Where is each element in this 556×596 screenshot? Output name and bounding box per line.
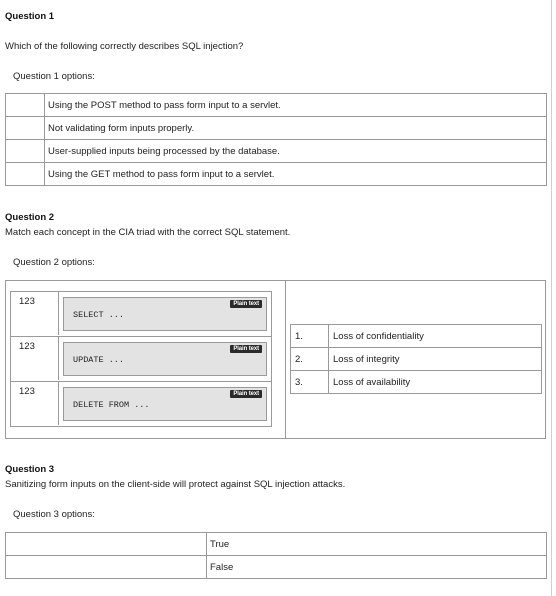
option-selector[interactable] xyxy=(6,94,45,117)
matching-container xyxy=(5,280,546,439)
statement-cell xyxy=(58,291,270,335)
question-1-title: Question 1 xyxy=(5,11,55,22)
question-1-options-label: Question 1 options: xyxy=(13,71,95,82)
sql-statement: DELETE FROM ... xyxy=(73,400,150,410)
concept-row xyxy=(291,325,542,348)
option-selector[interactable] xyxy=(6,533,207,556)
concept-label: Loss of confidentiality xyxy=(329,325,542,348)
concept-number: 2. xyxy=(291,348,329,371)
plain-text-badge: Plain text xyxy=(230,345,262,353)
question-3-title: Question 3 xyxy=(5,464,55,475)
option-selector[interactable] xyxy=(6,117,45,140)
sql-statement: SELECT ... xyxy=(73,310,125,320)
question-3-options-label: Question 3 options: xyxy=(13,509,95,520)
code-block xyxy=(63,297,267,331)
option-text: Not validating form inputs properly. xyxy=(45,117,547,140)
column-divider xyxy=(285,280,286,439)
statement-row xyxy=(10,336,272,382)
question-2-options-label: Question 2 options: xyxy=(13,257,95,268)
question-3-text: Sanitizing form inputs on the client-side will protect against SQL injection attacks. xyxy=(5,479,346,490)
question-1-text: Which of the following correctly describes SQL injection? xyxy=(5,41,244,52)
concept-row xyxy=(291,371,542,394)
plain-text-badge: Plain text xyxy=(230,300,262,308)
concept-label: Loss of availability xyxy=(329,371,542,394)
code-block xyxy=(63,342,267,376)
option-row[interactable] xyxy=(6,140,547,163)
statement-cell xyxy=(58,336,270,380)
option-row[interactable] xyxy=(6,163,547,186)
option-row[interactable] xyxy=(6,94,547,117)
concept-number: 1. xyxy=(291,325,329,348)
match-value: 123 xyxy=(19,341,35,352)
concept-row xyxy=(291,348,542,371)
concepts-table xyxy=(290,324,542,394)
option-text: User-supplied inputs being processed by the database. xyxy=(45,140,547,163)
code-block xyxy=(63,387,267,421)
question-2-title: Question 2 xyxy=(5,212,55,223)
option-row[interactable] xyxy=(6,117,547,140)
option-selector[interactable] xyxy=(6,556,207,579)
option-selector[interactable] xyxy=(6,163,45,186)
sql-statement: UPDATE ... xyxy=(73,355,125,365)
option-text: Using the GET method to pass form input to a servlet. xyxy=(45,163,547,186)
option-row[interactable] xyxy=(6,556,547,579)
match-value: 123 xyxy=(19,296,35,307)
option-text: True xyxy=(207,533,547,556)
statement-cell xyxy=(58,381,270,425)
question-1-options-table xyxy=(5,93,547,186)
match-value: 123 xyxy=(19,386,35,397)
plain-text-badge: Plain text xyxy=(230,390,262,398)
statement-row xyxy=(10,381,272,427)
option-text: False xyxy=(207,556,547,579)
option-selector[interactable] xyxy=(6,140,45,163)
question-2-text: Match each concept in the CIA triad with the correct SQL statement. xyxy=(5,227,291,238)
statement-row xyxy=(10,291,272,337)
option-row[interactable] xyxy=(6,533,547,556)
concept-label: Loss of integrity xyxy=(329,348,542,371)
statements-list xyxy=(10,291,272,427)
concept-number: 3. xyxy=(291,371,329,394)
question-3-options-table xyxy=(5,532,547,579)
option-text: Using the POST method to pass form input to a servlet. xyxy=(45,94,547,117)
